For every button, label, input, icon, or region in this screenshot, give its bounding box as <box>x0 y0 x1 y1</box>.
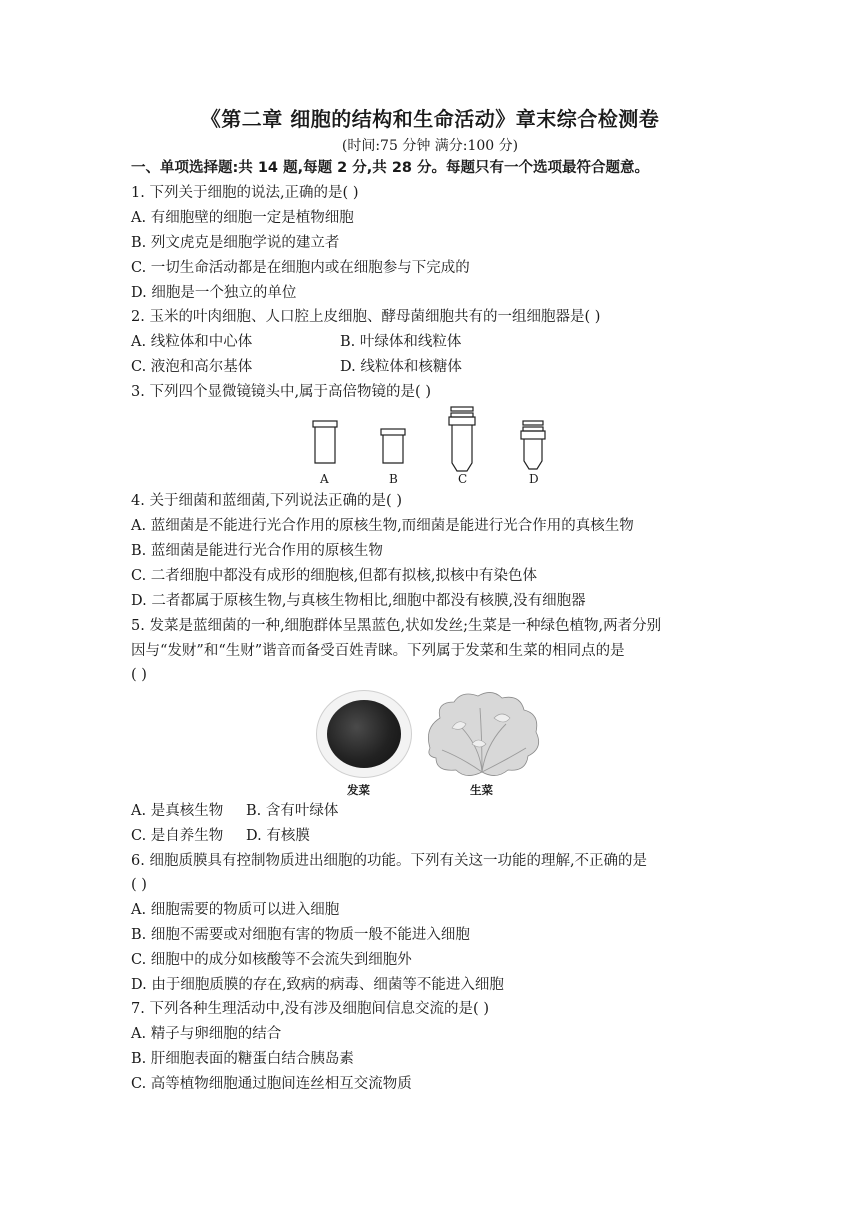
question-7-option-a: A. 精子与卵细胞的结合 <box>131 1026 282 1042</box>
lens-a <box>313 421 337 427</box>
question-1-option-c: C. 一切生命活动都是在细胞内或在细胞参与下完成的 <box>131 260 470 276</box>
question-6-option-b: B. 细胞不需要或对细胞有害的物质一般不能进入细胞 <box>131 927 470 943</box>
caption-facai: 发菜 <box>347 783 370 797</box>
question-7-option-b: B. 肝细胞表面的糖蛋白结合胰岛素 <box>131 1051 354 1067</box>
question-1-option-d: D. 细胞是一个独立的单位 <box>131 285 297 301</box>
question-7-stem: 7. 下列各种生理活动中,没有涉及细胞间信息交流的是( ) <box>131 1001 489 1017</box>
question-6-option-c: C. 细胞中的成分如核酸等不会流失到细胞外 <box>131 952 412 968</box>
question-3-stem: 3. 下列四个显微镜镜头中,属于高倍物镜的是( ) <box>131 384 431 400</box>
lens-label-d: D <box>529 472 539 486</box>
question-2-option-c: C. 液泡和高尔基体 <box>131 359 253 375</box>
question-6-stem-line-2: ( ) <box>131 877 147 893</box>
lettuce-image <box>422 688 544 780</box>
question-2-stem: 2. 玉米的叶肉细胞、人口腔上皮细胞、酵母菌细胞共有的一组细胞器是( ) <box>131 309 601 325</box>
lens-c <box>451 407 473 411</box>
question-4-option-c: C. 二者细胞中都没有成形的细胞核,但都有拟核,拟核中有染色体 <box>131 568 538 584</box>
facai-dish-image <box>316 690 412 778</box>
microscope-lens-figure <box>305 405 555 491</box>
question-6-option-d: D. 由于细胞质膜的存在,致病的病毒、细菌等不能进入细胞 <box>131 977 504 993</box>
lens-d <box>523 421 543 425</box>
question-5-option-b: B. 含有叶绿体 <box>246 803 339 819</box>
question-5-stem-line-1: 5. 发菜是蓝细菌的一种,细胞群体呈黑蓝色,状如发丝;生菜是一种绿色植物,两者分别 <box>131 618 662 634</box>
lens-c-body <box>452 425 472 471</box>
question-5-option-d: D. 有核膜 <box>246 828 310 844</box>
lens-label-b: B <box>389 472 398 486</box>
question-4-option-b: B. 蓝细菌是能进行光合作用的原核生物 <box>131 543 383 559</box>
question-7-option-c: C. 高等植物细胞通过胞间连丝相互交流物质 <box>131 1076 412 1092</box>
question-2-option-d: D. 线粒体和核糖体 <box>340 359 462 375</box>
lens-a-body <box>315 427 335 463</box>
question-6-option-a: A. 细胞需要的物质可以进入细胞 <box>131 902 340 918</box>
question-5-option-c: C. 是自养生物 <box>131 828 224 844</box>
exam-info: (时间:75 分钟 满分:100 分) <box>341 138 519 154</box>
question-1-stem: 1. 下列关于细胞的说法,正确的是( ) <box>131 185 359 201</box>
question-4-stem: 4. 关于细菌和蓝细菌,下列说法正确的是( ) <box>131 493 402 509</box>
lens-b <box>381 429 405 435</box>
question-5-stem-line-2: 因与“发财”和“生财”谐音而备受百姓青睐。下列属于发菜和生菜的相同点的是 <box>131 643 625 659</box>
section-heading: 一、单项选择题:共 14 题,每题 2 分,共 28 分。每题只有一个选项最符合题意。 <box>131 160 650 176</box>
lens-drawing <box>305 405 555 491</box>
page-title: 《第二章 细胞的结构和生命活动》章末综合检测卷 <box>200 107 660 131</box>
question-4-option-d: D. 二者都属于原核生物,与真核生物相比,细胞中都没有核膜,没有细胞器 <box>131 593 586 609</box>
question-1-option-b: B. 列文虎克是细胞学说的建立者 <box>131 235 340 251</box>
lens-label-a: A <box>320 472 329 486</box>
question-6-stem-line-1: 6. 细胞质膜具有控制物质进出细胞的功能。下列有关这一功能的理解,不正确的是 <box>131 853 648 869</box>
question-2-option-b: B. 叶绿体和线粒体 <box>340 334 462 350</box>
lens-d-body <box>524 439 542 469</box>
caption-shengcai: 生菜 <box>470 783 493 797</box>
question-2-option-a: A. 线粒体和中心体 <box>131 334 253 350</box>
facai-shengcai-figure <box>310 688 570 798</box>
lens-label-c: C <box>458 472 468 486</box>
question-5-option-a: A. 是真核生物 <box>131 803 224 819</box>
question-5-stem-line-3: ( ) <box>131 667 147 683</box>
question-1-option-a: A. 有细胞壁的细胞一定是植物细胞 <box>131 210 354 226</box>
lens-b-body <box>383 435 403 463</box>
question-4-option-a: A. 蓝细菌是不能进行光合作用的原核生物,而细菌是能进行光合作用的真核生物 <box>131 518 634 534</box>
